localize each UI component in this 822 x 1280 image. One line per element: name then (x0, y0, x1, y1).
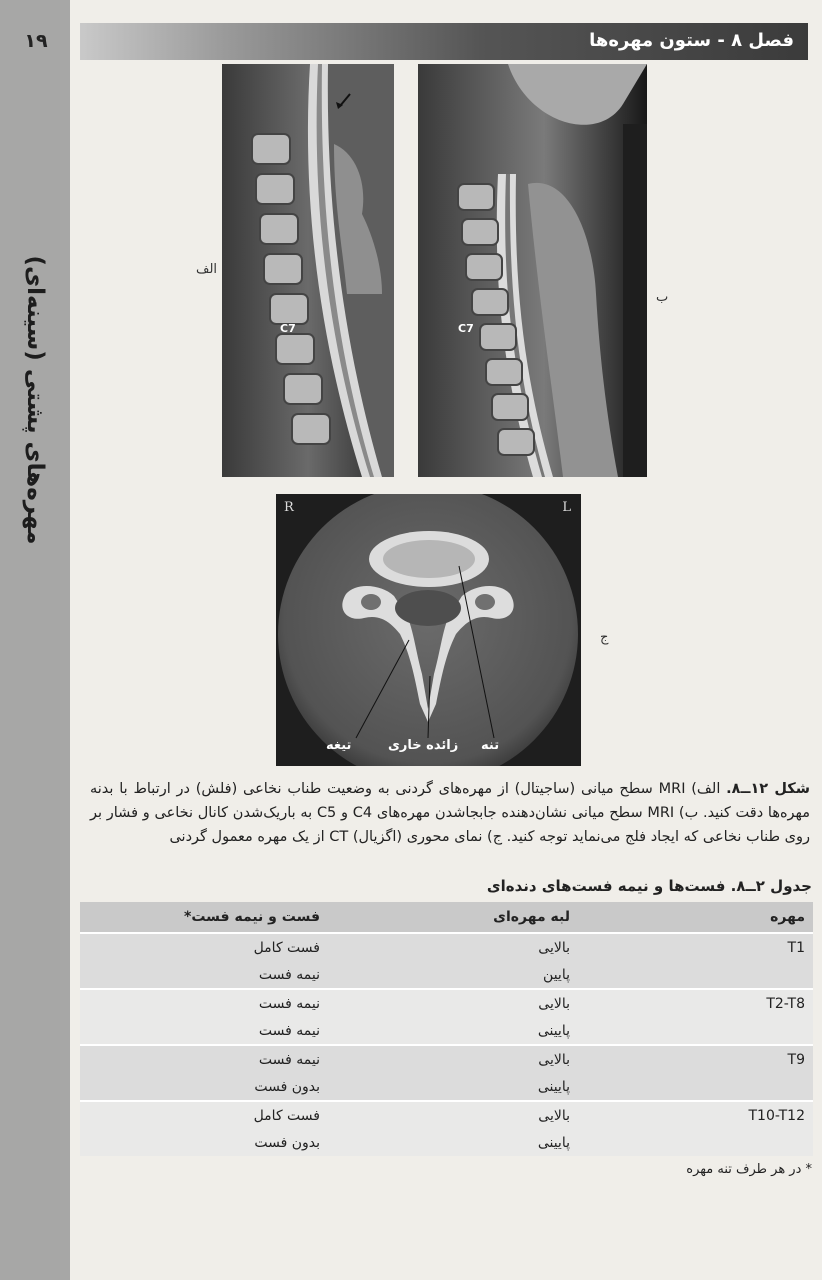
edge-cell: پایینی (537, 1134, 570, 1151)
table-row (80, 990, 813, 1017)
facet-cell: بدون فست (254, 1134, 320, 1151)
facet-cell: بدون فست (254, 1078, 320, 1095)
table-row (80, 934, 813, 961)
facet-cell: نیمه فست (258, 995, 320, 1012)
mri-b-vertebra-label: C7 (458, 322, 474, 335)
mri-image-a (222, 64, 394, 477)
facet-cell: نیمه فست (258, 966, 320, 983)
header-facet: فست و نیمه فست* (184, 909, 320, 925)
edge-cell: بالایی (538, 1107, 570, 1124)
table-row (80, 1102, 813, 1129)
panel-c-label: ج (600, 630, 609, 645)
table-row (80, 961, 813, 988)
header-vertebra: مهره (770, 909, 805, 925)
table-group-t2-t8 (80, 988, 813, 1044)
edge-cell: پایینی (537, 1078, 570, 1095)
vertebra-cell: T1 (787, 939, 805, 956)
table-row (80, 1073, 813, 1100)
ct-left-side-marker: L (562, 500, 571, 515)
table-title: جدول ۲ــ۸. فست‌ها و نیمه فست‌های دنده‌ای (486, 877, 812, 895)
edge-cell: پایین (543, 966, 570, 983)
facet-cell: نیمه فست (258, 1022, 320, 1039)
ct-label-spinous: زائده خاری (388, 738, 459, 753)
header-edge: لبه مهره‌ای (493, 909, 570, 925)
mri-a-vertebra-label: C7 (280, 322, 296, 335)
figure-caption-label: شکل ۱۲ــ۸. (726, 781, 810, 797)
chapter-header (80, 23, 808, 60)
table-group-t1 (80, 932, 813, 988)
table-row (80, 1129, 813, 1156)
side-section-title: مهره‌های پشتی (سینه‌ای) (22, 255, 48, 545)
vertebra-cell: T9 (787, 1051, 805, 1068)
figure-caption (90, 777, 810, 849)
table-footnote: * در هر طرف تنه مهره (686, 1162, 812, 1177)
table-row (80, 1017, 813, 1044)
edge-cell: بالایی (538, 1051, 570, 1068)
table-header-row (80, 902, 813, 932)
table-row (80, 1046, 813, 1073)
mri-image-b (418, 64, 647, 477)
ct-image-c (276, 494, 581, 766)
edge-cell: پایینی (537, 1022, 570, 1039)
edge-cell: بالایی (538, 939, 570, 956)
facet-cell: نیمه فست (258, 1051, 320, 1068)
ct-label-body: تنه (481, 738, 500, 753)
ct-right-side-marker: R (284, 500, 294, 515)
table-group-t10-t12 (80, 1100, 813, 1156)
chapter-title: فصل ۸ - ستون مهره‌ها (589, 30, 794, 51)
facet-cell: فست کامل (253, 1107, 320, 1124)
facets-table (80, 902, 813, 1156)
vertebra-cell: T2-T8 (766, 995, 805, 1012)
figure-caption-text: الف) MRI سطح میانی (ساجیتال) از مهره‌های گردنی به وضعیت طناب نخاعی (فلش) در ارتباط با بدنه مهره‌ها دقت کنید. ب) MRI سطح میانی نشان‌دهنده جابجاشدن مهره‌های C4 و C5 به باریک‌شدن کانال نخاعی و فشار بر روی طناب نخاعی که ایجاد فلج می‌نماید توجه کنید. ج) نمای محوری (اگزیال) CT از یک مهره معمول گردنی (90, 781, 811, 845)
ct-label-lamina: تیغه (326, 738, 352, 753)
vertebra-cell: T10-T12 (748, 1107, 805, 1124)
page-number: ۱۹ (24, 30, 48, 52)
panel-b-label: ب (656, 290, 669, 305)
side-strip (0, 0, 70, 1280)
facet-cell: فست کامل (253, 939, 320, 956)
edge-cell: بالایی (538, 995, 570, 1012)
table-group-t9 (80, 1044, 813, 1100)
panel-a-label: الف (196, 262, 218, 277)
